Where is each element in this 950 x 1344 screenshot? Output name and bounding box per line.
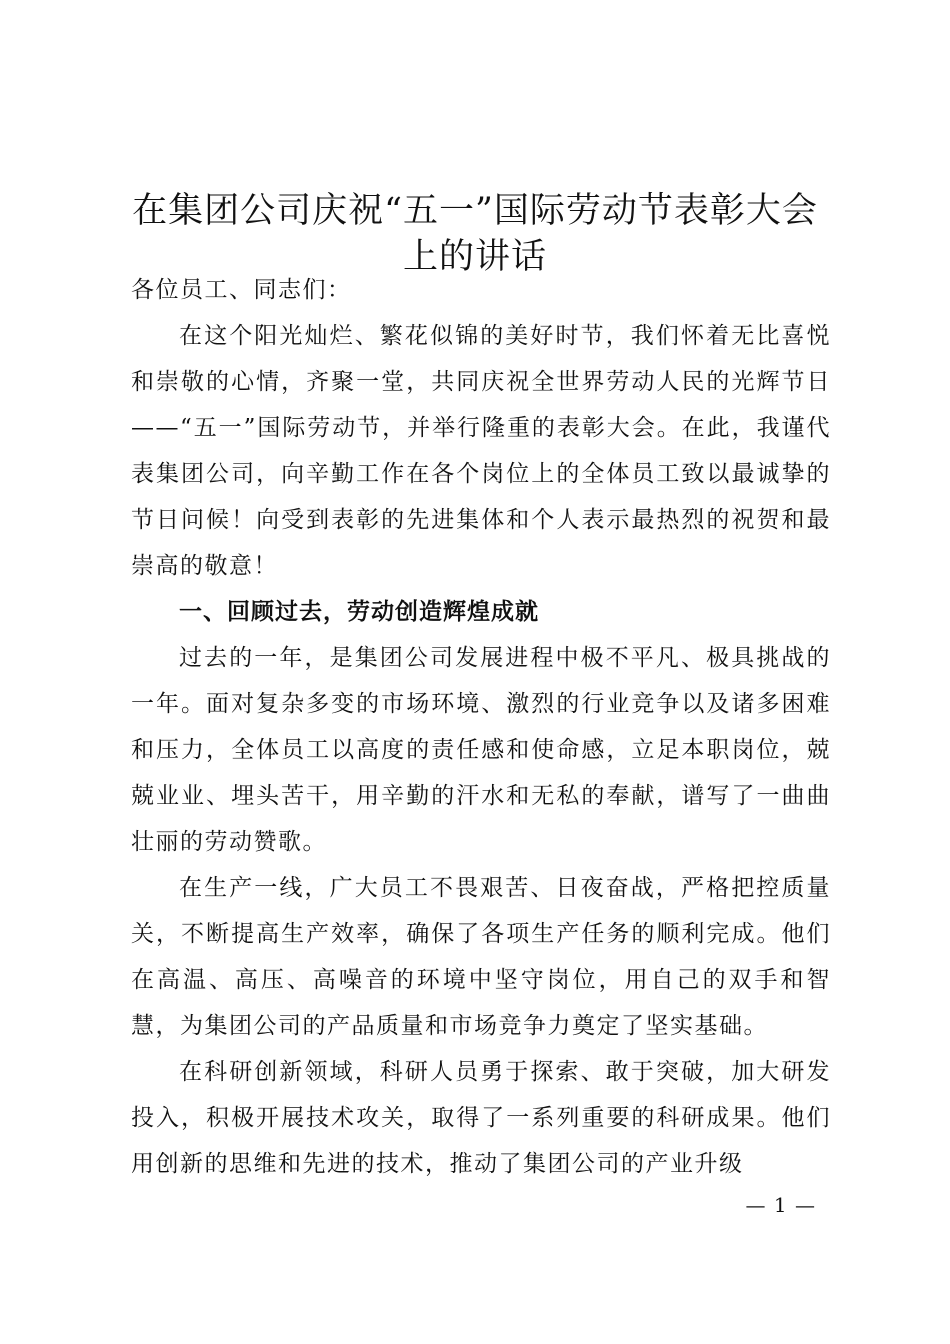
salutation: 各位员工、同志们： xyxy=(131,277,352,303)
section-heading: 一、回顾过去，劳动创造辉煌成就 xyxy=(179,599,539,625)
page-number: — 1 — xyxy=(745,1193,816,1217)
section-paragraph: 过去的一年，是集团公司发展进程中极不平凡、极具挑战的一年。面对复杂多变的市场环境、激烈的行业竞争以及诸多困难和压力，全体员工以高度的责任感和使命感，立足本职岗位，兢兢业业、埋头苦干，用辛勤的汗水和无私的奉献，谱写了一曲曲壮丽的劳动赞歌。 xyxy=(131,645,831,855)
opening-paragraph: 在这个阳光灿烂、繁花似锦的美好时节，我们怀着无比喜悦和崇敬的心情，齐聚一堂，共同庆祝全世界劳动人民的光辉节日——“五一”国际劳动节，并举行隆重的表彰大会。在此，我谨代表集团公司，向辛勤工作在各个岗位上的全体员工致以最诚挚的节日问候！向受到表彰的先进集体和个人表示最热烈的祝贺和最崇高的敬意！ xyxy=(131,323,831,579)
section-paragraph: 在生产一线，广大员工不畏艰苦、日夜奋战，严格把控质量关，不断提高生产效率，确保了各项生产任务的顺利完成。他们在高温、高压、高噪音的环境中坚守岗位，用自己的双手和智慧，为集团公司的产品质量和市场竞争力奠定了坚实基础。 xyxy=(131,875,831,1039)
document-body xyxy=(131,267,831,1187)
section-paragraph: 在科研创新领域，科研人员勇于探索、敢于突破，加大研发投入，积极开展技术攻关，取得了一系列重要的科研成果。他们用创新的思维和先进的技术，推动了集团公司的产业升级 xyxy=(131,1059,831,1177)
document-title: 在集团公司庆祝“五一”国际劳动节表彰大会上的讲话 xyxy=(132,191,818,278)
